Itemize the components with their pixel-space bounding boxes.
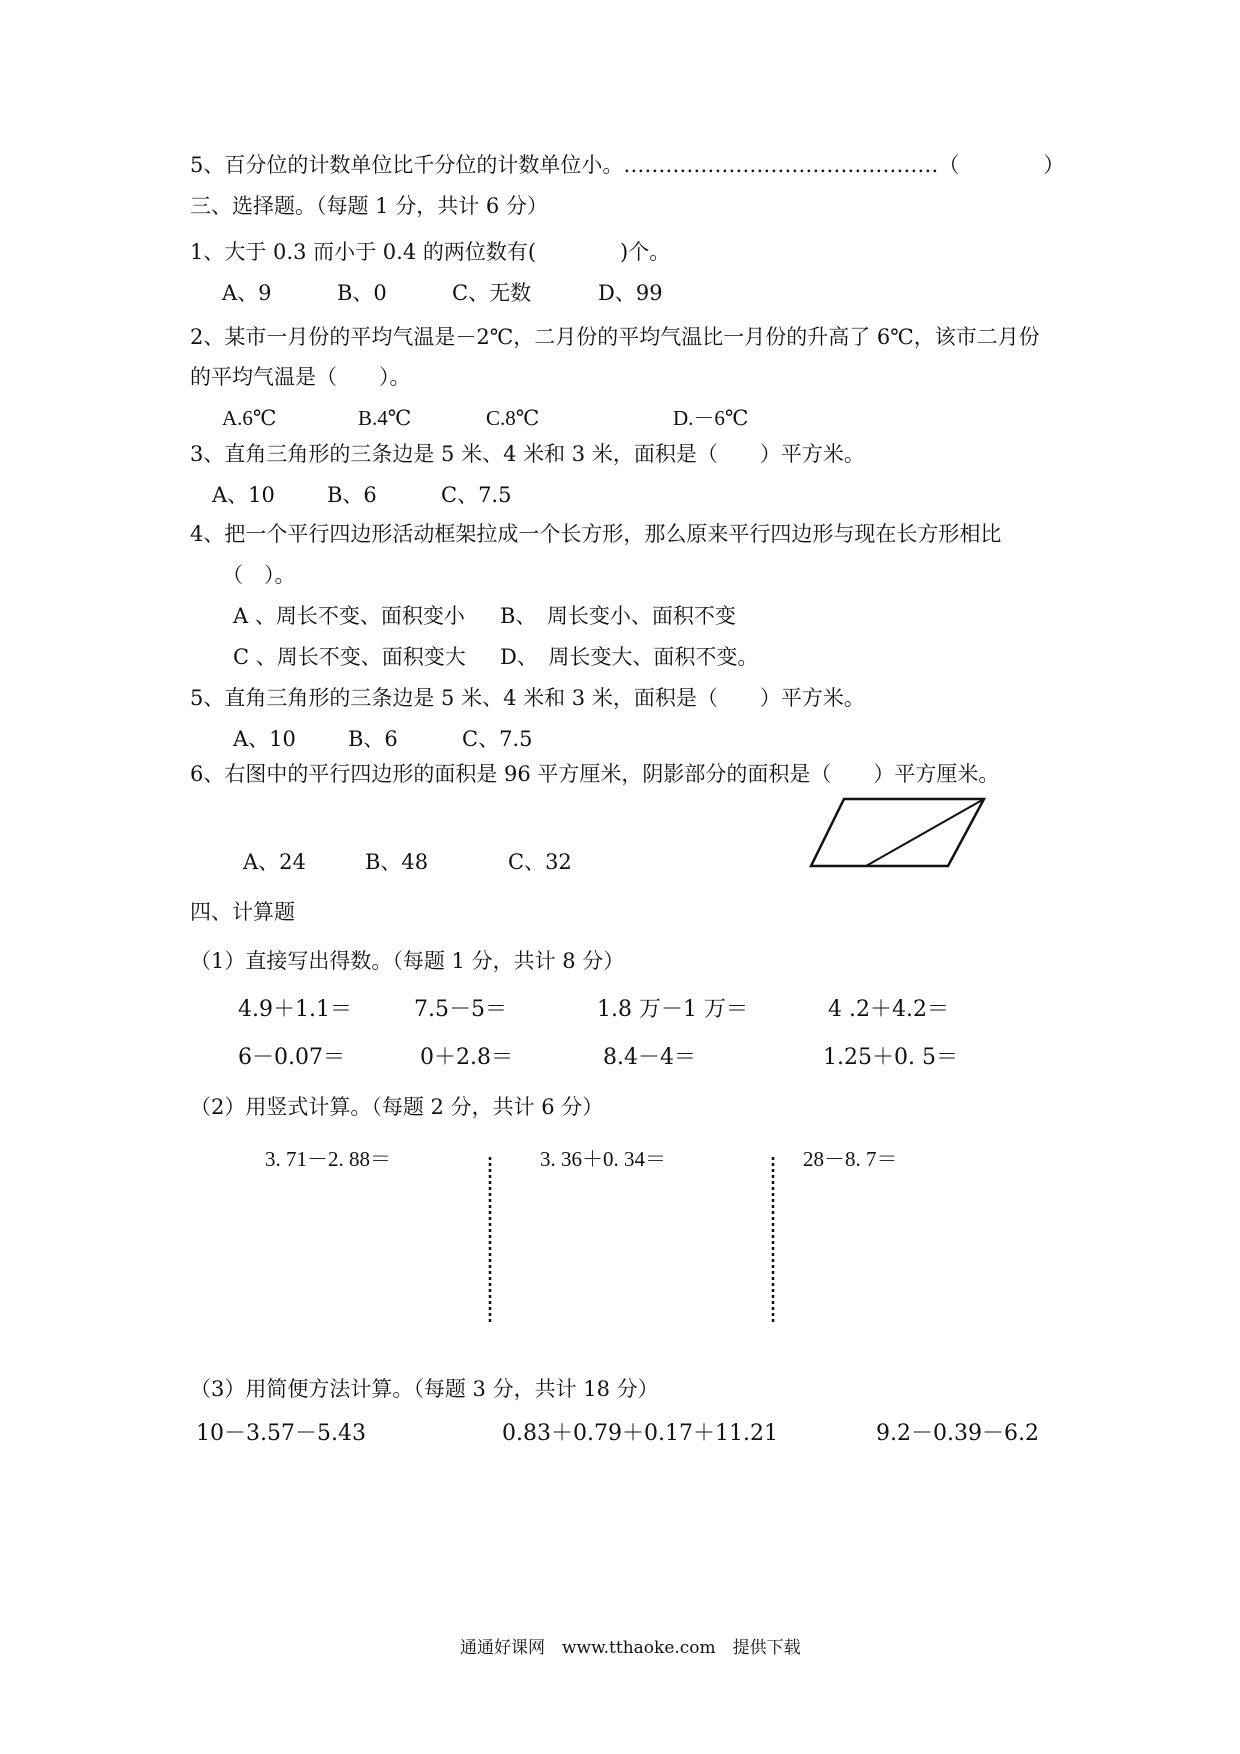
- section-4-title: 四、计算题: [190, 900, 295, 924]
- q5-option-b: B、6: [348, 727, 398, 751]
- q2-option-a: A.6℃: [222, 406, 277, 430]
- question-4-line-1: 4、把一个平行四边形活动框架拉成一个长方形，那么原来平行四边形与现在长方形相比: [190, 522, 1002, 546]
- q4-option-a: A 、周长不变、面积变小: [233, 604, 465, 628]
- mental-calc-7: 8.4－4＝: [603, 1045, 696, 1070]
- question-5: 5、直角三角形的三条边是 5 米、4 米和 3 米，面积是（ ）平方米。: [190, 686, 865, 710]
- q5-option-a: A、10: [233, 727, 296, 751]
- simplify-calc-2: 0.83＋0.79＋0.17＋11.21: [502, 1421, 778, 1446]
- parallelogram-figure: [808, 796, 988, 876]
- question-2-line-1: 2、某市一月份的平均气温是－2℃，二月份的平均气温比一月份的升高了 6℃，该市二月份: [190, 325, 1040, 349]
- simplify-calc-3: 9.2－0.39－6.2: [876, 1421, 1039, 1446]
- question-3: 3、直角三角形的三条边是 5 米、4 米和 3 米，面积是（ ）平方米。: [190, 442, 865, 466]
- mental-calc-8: 1.25＋0. 5＝: [823, 1045, 958, 1070]
- mental-calc-6: 0＋2.8＝: [420, 1045, 513, 1070]
- dashed-divider-2: [770, 1157, 776, 1325]
- page-footer: 通通好课网 www.tthaoke.com 提供下载: [460, 1638, 801, 1658]
- vertical-calc-2: 3. 36＋0. 34＝: [540, 1147, 666, 1171]
- q1-option-c: C、无数: [452, 281, 532, 305]
- q2-option-b: B.4℃: [358, 406, 412, 430]
- part-3-title: （3）用简便方法计算。（每题 3 分，共计 18 分）: [190, 1377, 659, 1401]
- true-false-item-5: 5、百分位的计数单位比千分位的计数单位小。………………………………………（ ）: [190, 153, 1065, 177]
- dashed-divider-1: [487, 1157, 493, 1325]
- q2-option-d: D.－6℃: [673, 406, 749, 430]
- q1-option-d: D、99: [598, 281, 663, 305]
- vertical-calc-1: 3. 71－2. 88＝: [265, 1147, 391, 1171]
- part-1-title: （1）直接写出得数。（每题 1 分，共计 8 分）: [190, 949, 625, 973]
- question-2-line-2: 的平均气温是（ ）。: [190, 365, 411, 389]
- q3-option-b: B、6: [327, 483, 377, 507]
- question-4-line-2: （ ）。: [222, 563, 296, 587]
- q3-option-a: A、10: [212, 483, 275, 507]
- simplify-calc-1: 10－3.57－5.43: [196, 1421, 366, 1446]
- q4-option-c: C 、周长不变、面积变大: [233, 645, 466, 669]
- q4-option-b: B、 周长变小、面积不变: [500, 604, 736, 628]
- q4-option-d: D、 周长变大、面积不变。: [500, 645, 759, 669]
- q5-option-c: C、7.5: [462, 727, 533, 751]
- mental-calc-1: 4.9＋1.1＝: [238, 997, 352, 1022]
- q2-option-c: C.8℃: [486, 406, 540, 430]
- question-1: 1、大于 0.3 而小于 0.4 的两位数有( )个。: [190, 240, 671, 264]
- q6-option-b: B、48: [365, 850, 429, 874]
- q1-option-a: A、9: [222, 281, 272, 305]
- mental-calc-4: 4 .2＋4.2＝: [828, 997, 949, 1022]
- question-6: 6、右图中的平行四边形的面积是 96 平方厘米，阴影部分的面积是（ ）平方厘米。: [190, 762, 1000, 786]
- vertical-calc-3: 28－8. 7＝: [803, 1147, 898, 1171]
- mental-calc-5: 6－0.07＝: [238, 1045, 345, 1070]
- part-2-title: （2）用竖式计算。（每题 2 分，共计 6 分）: [190, 1095, 604, 1119]
- q3-option-c: C、7.5: [441, 483, 512, 507]
- mental-calc-3: 1.8 万－1 万＝: [597, 997, 748, 1022]
- q6-option-a: A、24: [243, 850, 306, 874]
- section-3-title: 三、选择题。（每题 1 分，共计 6 分）: [190, 194, 548, 218]
- q6-option-c: C、32: [508, 850, 572, 874]
- mental-calc-2: 7.5－5＝: [414, 997, 507, 1022]
- q1-option-b: B、0: [337, 281, 387, 305]
